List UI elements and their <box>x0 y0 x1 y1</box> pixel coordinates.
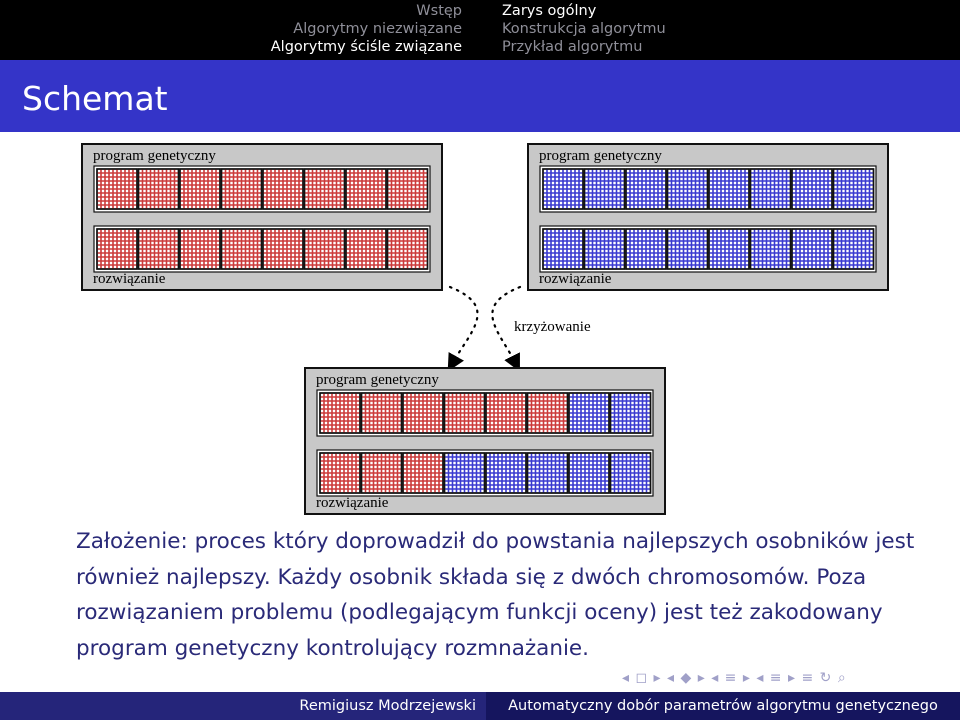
header-sections-left <box>0 2 462 56</box>
parent-left-solution-chromosome-gene <box>180 229 220 269</box>
parent-right-solution-chromosome-gene <box>751 229 791 269</box>
footer-title: Automatyczny dobór parametrów algorytmu genetycznego <box>486 692 960 720</box>
parent-right-solution-chromosome-gene <box>792 229 832 269</box>
nav-section-scisle-zwiazane[interactable]: Algorytmy ściśle związane <box>270 39 462 55</box>
parent-left-program-chromosome-gene <box>222 169 262 209</box>
parent-left-solution-chromosome-gene <box>222 229 262 269</box>
child-solution-chromosome-gene <box>362 453 402 493</box>
nav-subsection-konstrukcja[interactable]: Konstrukcja algorytmu <box>502 21 666 37</box>
parent-left-solution-chromosome-gene <box>388 229 428 269</box>
parent-left-program-chromosome-gene <box>305 169 345 209</box>
child-solution-chromosome-gene <box>486 453 526 493</box>
nav-subsection-przyklad[interactable]: Przykład algorytmu <box>502 39 643 55</box>
frame-title: Schemat <box>22 79 168 118</box>
child-program-chromosome-gene <box>528 393 568 433</box>
parent-right-program-chromosome-gene <box>585 169 625 209</box>
child-program-chromosome-gene <box>486 393 526 433</box>
parent-right-solution-label: rozwiązanie <box>539 271 612 287</box>
beamer-navigation-icons[interactable]: ◂ ◻ ▸ ◂ ◆ ▸ ◂ ≡ ▸ ◂ ≡ ▸ ≡ ↻ ⌕ <box>622 670 847 686</box>
parent-left-solution-chromosome-gene <box>263 229 303 269</box>
nav-section-niezwiazane[interactable]: Algorytmy niezwiązane <box>293 21 462 37</box>
parent-left-program-chromosome-gene <box>139 169 179 209</box>
header-subsections-right <box>502 2 666 56</box>
child-program-chromosome-gene <box>320 393 360 433</box>
parent-right-program-chromosome-gene <box>751 169 791 209</box>
child-solution-chromosome-gene <box>445 453 485 493</box>
parent-left-solution-chromosome-gene <box>97 229 137 269</box>
crossover-arrow-left <box>450 287 477 364</box>
parent-right-solution-chromosome-gene <box>709 229 749 269</box>
parent-right-solution-chromosome-gene <box>626 229 666 269</box>
parent-left-program-label: program genetyczny <box>93 148 216 164</box>
assumption-paragraph: Założenie: proces który doprowadził do powstania najlepszych osobników jest również najlepszy. Każdy osobnik składa się z dwóch chromosomów. Poza rozwiązaniem problemu (podlegającym funkcji oceny) jest też zakodowany program genetyczny kontrolujący rozmnażanie. <box>76 529 915 661</box>
footer <box>0 692 960 720</box>
parent-right-program-chromosome-gene <box>709 169 749 209</box>
parent-right-solution-chromosome-gene <box>543 229 583 269</box>
parent-left-solution-chromosome-gene <box>305 229 345 269</box>
parent-right-program-label: program genetyczny <box>539 148 662 164</box>
child-program-chromosome-gene <box>362 393 402 433</box>
parent-left-solution-chromosome-gene <box>139 229 179 269</box>
child-program-label: program genetyczny <box>316 372 439 388</box>
parent-right-program-chromosome-gene <box>543 169 583 209</box>
child-program-chromosome-gene <box>445 393 485 433</box>
parent-right-program-chromosome-gene <box>668 169 708 209</box>
parent-left-solution-chromosome-gene <box>346 229 386 269</box>
parent-left-solution-label: rozwiązanie <box>93 271 166 287</box>
child-program-chromosome-gene <box>611 393 651 433</box>
parent-left-program-chromosome-gene <box>263 169 303 209</box>
parent-right-program-chromosome-gene <box>792 169 832 209</box>
child-solution-chromosome-gene <box>320 453 360 493</box>
parent-right-program-chromosome-gene <box>626 169 666 209</box>
child-solution-label: rozwiązanie <box>316 495 389 511</box>
parent-left-program-chromosome-gene <box>97 169 137 209</box>
parent-right-solution-chromosome-gene <box>668 229 708 269</box>
child-solution-chromosome-gene <box>569 453 609 493</box>
parent-right-solution-chromosome-gene <box>834 229 874 269</box>
parent-left-program-chromosome-gene <box>346 169 386 209</box>
child-solution-chromosome-gene <box>528 453 568 493</box>
nav-section-wstep[interactable]: Wstęp <box>416 3 462 19</box>
child-solution-chromosome-gene <box>611 453 651 493</box>
footer-author: Remigiusz Modrzejewski <box>0 692 486 720</box>
parent-left-program-chromosome-gene <box>388 169 428 209</box>
header-navigation-bar <box>0 0 960 60</box>
parent-right-program-chromosome-gene <box>834 169 874 209</box>
child-program-chromosome-gene <box>403 393 443 433</box>
parent-left-program-chromosome-gene <box>180 169 220 209</box>
child-solution-chromosome-gene <box>403 453 443 493</box>
nav-subsection-zarys[interactable]: Zarys ogólny <box>502 3 597 19</box>
child-program-chromosome-gene <box>569 393 609 433</box>
crossover-diagram <box>0 132 960 517</box>
crossover-label: krzyżowanie <box>514 319 591 335</box>
parent-right-solution-chromosome-gene <box>585 229 625 269</box>
